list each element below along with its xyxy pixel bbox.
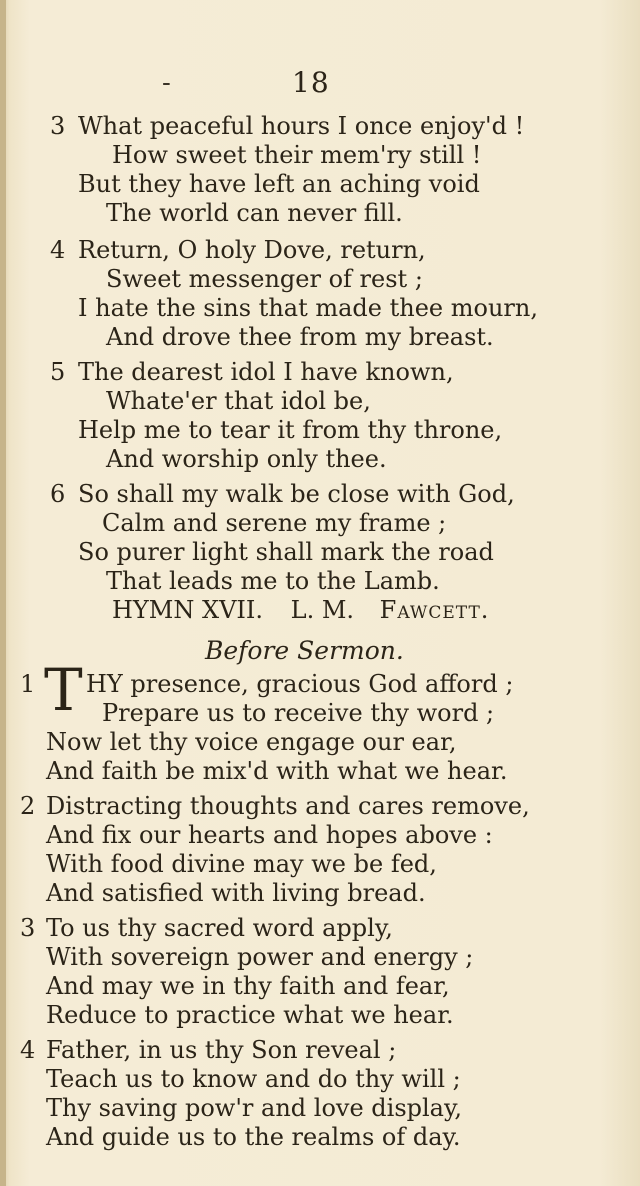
hymn-meter: L. M. (290, 596, 355, 624)
stanza-line: And satisfied with living bread. (46, 879, 426, 907)
stanza-line: And worship only thee. (106, 445, 387, 473)
stanza-line: And may we in thy faith and fear, (46, 972, 450, 1000)
stanza-number: 6 (50, 480, 66, 508)
stanza-line: And drove thee from my breast. (106, 323, 494, 351)
hymn-subtitle: Before Sermon. (205, 636, 404, 665)
stanza-line: How sweet their mem'ry still ! (112, 141, 482, 169)
stanza-line: Calm and serene my frame ; (102, 509, 447, 537)
stanza-line: I hate the sins that made thee mourn, (78, 294, 538, 322)
stanza-line: So shall my walk be close with God, (78, 480, 515, 508)
stanza-line: With sovereign power and energy ; (46, 943, 474, 971)
header-dash: - (162, 68, 171, 98)
stanza-line: HY presence, gracious God afford ; (86, 670, 514, 698)
stanza-line: Prepare us to receive thy word ; (102, 699, 495, 727)
stanza-line: With food divine may we be fed, (46, 850, 437, 878)
stanza-number: 5 (50, 358, 66, 386)
stanza-line: But they have left an aching void (78, 170, 480, 198)
stanza-line: What peaceful hours I once enjoy'd ! (78, 112, 525, 140)
stanza-number: 2 (20, 792, 36, 820)
stanza-line: Distracting thoughts and cares remove, (46, 792, 530, 820)
stanza-line: To us thy sacred word apply, (46, 914, 393, 942)
stanza-line: The dearest idol I have known, (78, 358, 454, 386)
stanza-line: And fix our hearts and hopes above : (46, 821, 493, 849)
drop-cap: T (44, 656, 83, 724)
stanza-line: Teach us to know and do thy will ; (46, 1065, 461, 1093)
stanza-line: Thy saving pow'r and love display, (46, 1094, 462, 1122)
stanza-number: 3 (50, 112, 66, 140)
hymn-title: HYMN XVII. (112, 596, 263, 624)
hymn-heading (112, 595, 632, 625)
stanza-line: Reduce to practice what we hear. (46, 1001, 454, 1029)
stanza-line: So purer light shall mark the road (78, 538, 494, 566)
page-number: 18 (292, 66, 330, 99)
stanza-number: 3 (20, 914, 36, 942)
stanza-line: And guide us to the realms of day. (46, 1123, 461, 1151)
stanza-line: Now let thy voice engage our ear, (46, 728, 457, 756)
stanza-number: 4 (20, 1036, 36, 1064)
page-spine-edge (0, 0, 6, 1186)
hymn-author: Fawcett. (379, 596, 490, 624)
stanza-line: Return, O holy Dove, return, (78, 236, 426, 264)
stanza-number: 1 (20, 670, 36, 698)
stanza-line: Father, in us thy Son reveal ; (46, 1036, 397, 1064)
stanza-line: And faith be mix'd with what we hear. (46, 757, 508, 785)
stanza-line: Sweet messenger of rest ; (106, 265, 423, 293)
stanza-line: That leads me to the Lamb. (106, 567, 440, 595)
stanza-line: Whate'er that idol be, (106, 387, 371, 415)
stanza-line: The world can never fill. (106, 199, 403, 227)
stanza-line: Help me to tear it from thy throne, (78, 416, 503, 444)
page-header (0, 66, 640, 106)
stanza-number: 4 (50, 236, 66, 264)
